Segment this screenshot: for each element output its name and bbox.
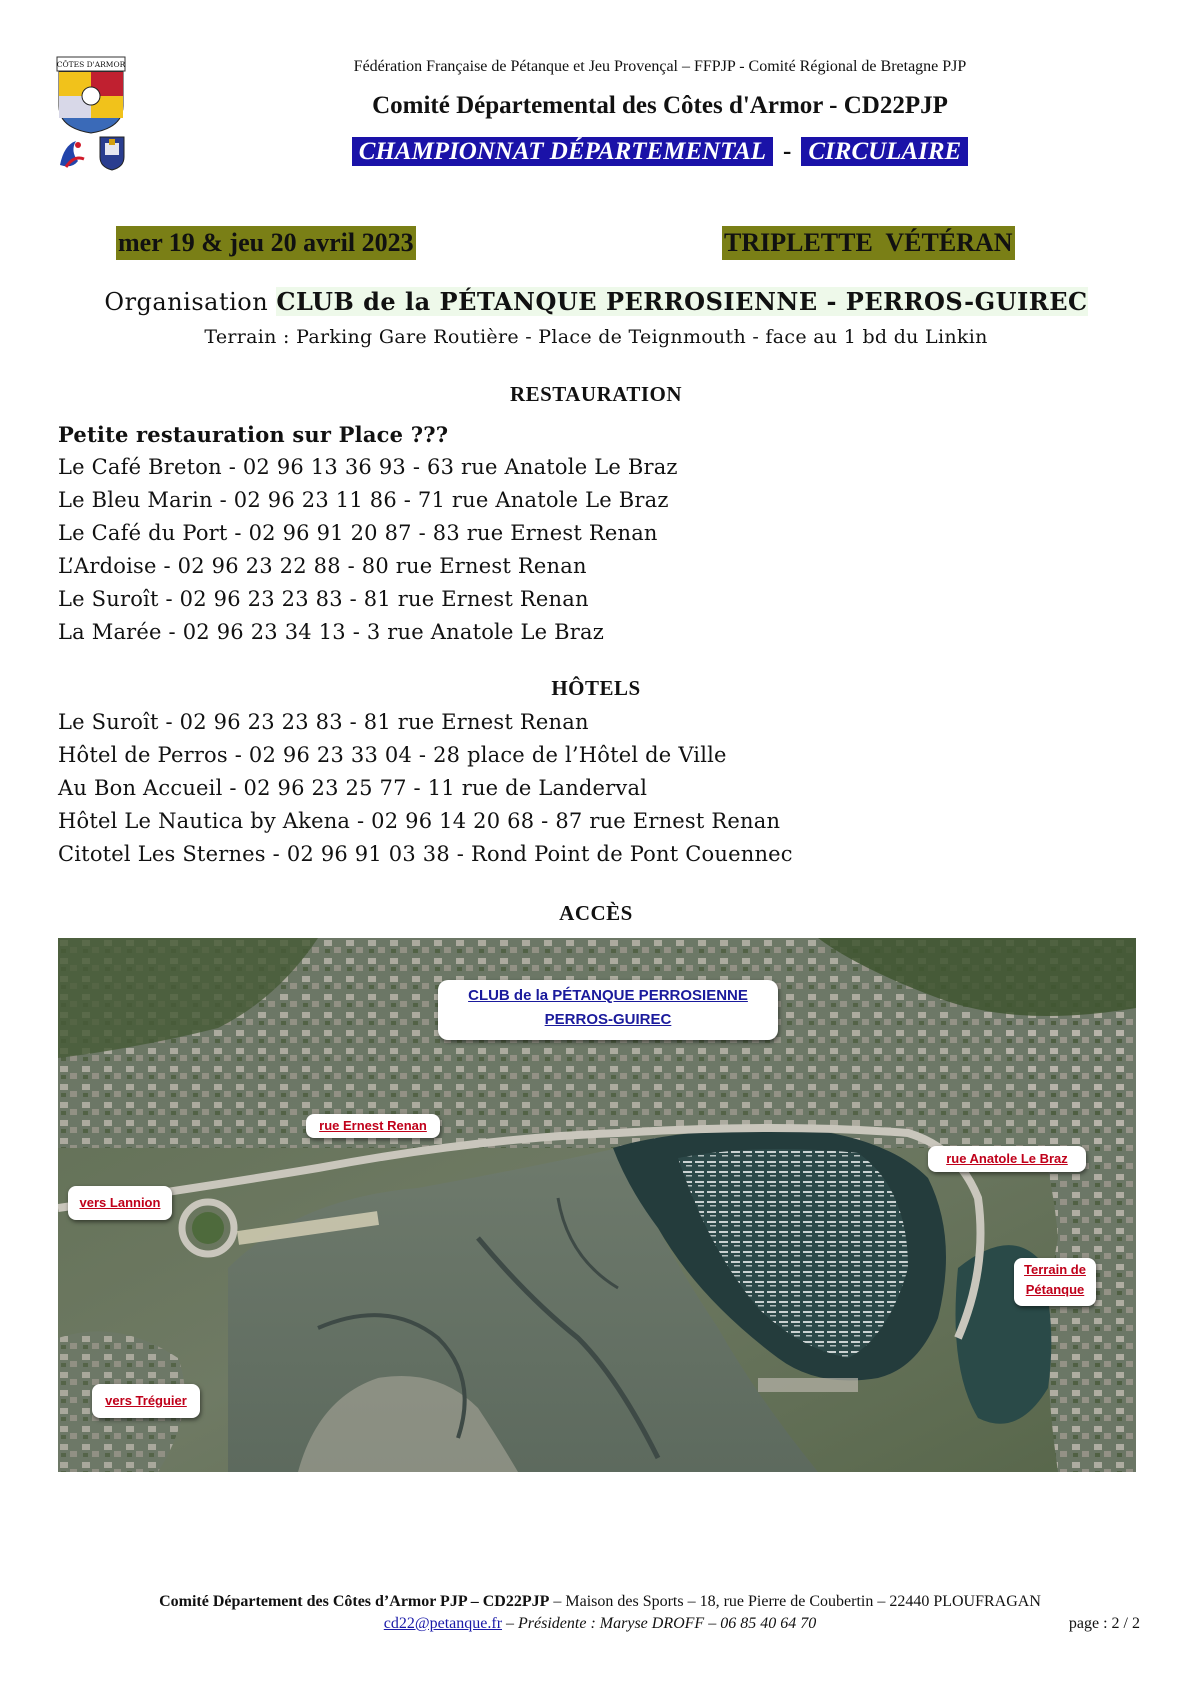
acces-heading: ACCÈS [559,901,633,925]
label-vers-treguier: vers Tréguier [92,1384,200,1418]
restauration-heading: RESTAURATION [509,382,683,406]
restauration-list [58,418,678,649]
federation-line: Fédération Française de Pétanque et Jeu Provençal – FFPJP - Comité Régional de Bretagne PJP [353,58,967,75]
map-club-title-line2: PERROS-GUIREC [544,1011,672,1028]
list-item: Le Suroît - 02 96 23 23 83 - 81 rue Ernest Renan [58,587,589,611]
banner-circulaire: CIRCULAIRE [801,137,968,166]
label-terrain-line1: Terrain de [1024,1262,1086,1277]
footer-address-rest: – Maison des Sports – 18, rue Pierre de Coubertin – 22440 PLOUFRAGAN [549,1593,1041,1610]
list-item: Le Bleu Marin - 02 96 23 11 86 - 71 rue Anatole Le Braz [58,488,669,512]
aerial-map [58,938,1136,1472]
terrain-line: Terrain : Parking Gare Routière - Place de Teignmouth - face au 1 bd du Linkin [204,326,988,348]
list-item: L’Ardoise - 02 96 23 22 88 - 80 rue Ernest Renan [58,554,587,578]
hotels-heading: HÔTELS [551,676,641,700]
footer-contact [60,1615,1140,1633]
event-dates: mer 19 & jeu 20 avril 2023 [116,226,416,260]
banner-championnat: CHAMPIONNAT DÉPARTEMENTAL [352,137,773,166]
label-rue-ernest-renan: rue Ernest Renan [306,1114,440,1138]
ffpjp-logo [56,135,88,173]
hotels-list [58,706,793,871]
label-terrain-line2: Pétanque [1025,1282,1085,1297]
list-item: Le Café Breton - 02 96 13 36 93 - 63 rue Anatole Le Braz [58,455,678,479]
event-category: TRIPLETTE VÉTÉRAN [722,226,1015,260]
label-terrain-petanque [1014,1258,1096,1306]
logo-text: CÔTES D'ARMOR [56,60,126,69]
map-club-title-line1: CLUB de la PÉTANQUE PERROSIENNE [468,987,748,1004]
label-rue-anatole-le-braz: rue Anatole Le Braz [928,1146,1086,1172]
list-item: La Marée - 02 96 23 34 13 - 3 rue Anatole Le Braz [58,620,604,644]
footer-comite: Comité Département des Côtes d’Armor PJP – CD22PJP [159,1593,550,1610]
footer-email-link[interactable]: cd22@petanque.fr [383,1615,503,1632]
organisation-line [0,287,1192,316]
list-item: Hôtel Le Nautica by Akena - 02 96 14 20 68 - 87 rue Ernest Renan [58,809,781,833]
restauration-subheading: Petite restauration sur Place ??? [58,422,449,447]
championnat-banner [190,138,1130,166]
footer-presidente: – Présidente : Maryse DROFF – 06 85 40 64 70 [502,1615,817,1632]
list-item: Au Bon Accueil - 02 96 23 25 77 - 11 rue de Landerval [58,776,648,800]
list-item: Le Café du Port - 02 96 91 20 87 - 83 rue Ernest Renan [58,521,658,545]
organisation-label: Organisation [104,288,269,316]
list-item: Le Suroît - 02 96 23 23 83 - 81 rue Ernest Renan [58,710,589,734]
comite-title: Comité Départemental des Côtes d'Armor - CD22PJP [372,92,948,119]
cotes-darmor-logo [56,56,126,134]
organisation-club: CLUB de la PÉTANQUE PERROSIENNE - PERROS-GUIREC [276,287,1088,316]
page-number: page : 2 / 2 [1068,1615,1140,1632]
banner-separator: - [783,138,792,165]
label-vers-lannion: vers Lannion [68,1186,172,1220]
list-item: Citotel Les Sternes - 02 96 91 03 38 - Rond Point de Pont Couennec [58,842,793,866]
bretagne-logo [98,135,126,171]
list-item: Hôtel de Perros - 02 96 23 33 04 - 28 place de l’Hôtel de Ville [58,743,727,767]
map-club-title [438,980,778,1040]
footer-address [60,1593,1140,1611]
